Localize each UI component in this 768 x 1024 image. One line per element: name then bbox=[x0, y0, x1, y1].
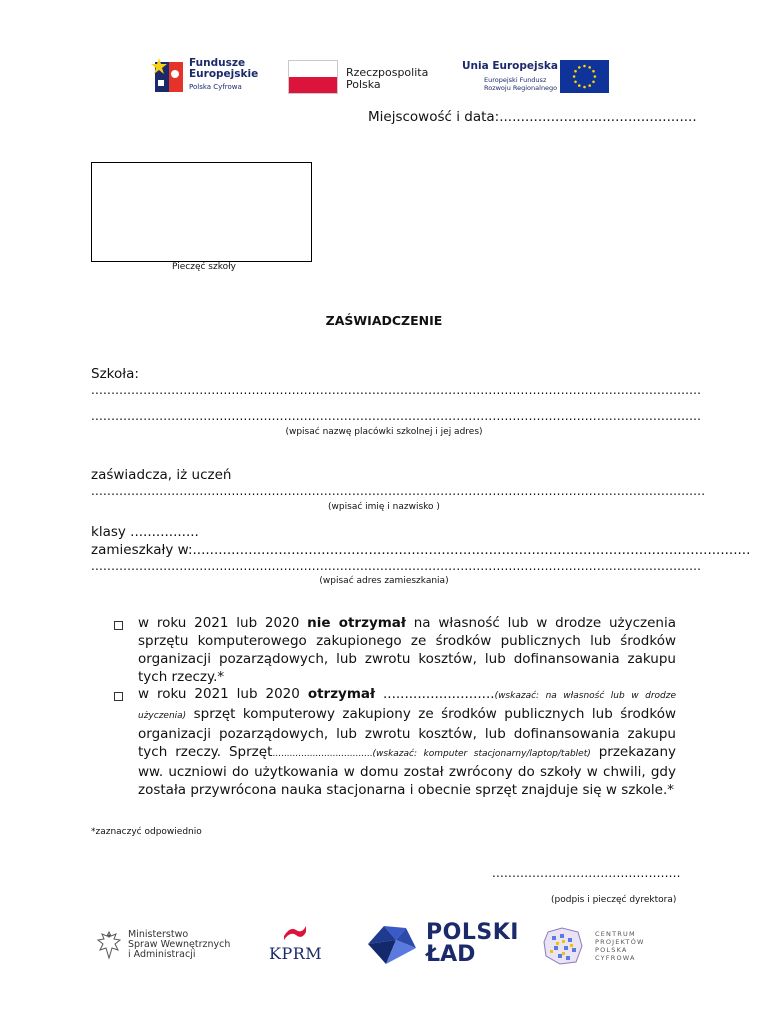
rp-text bbox=[346, 67, 428, 91]
ue-sub2: Rozwoju Regionalnego bbox=[484, 84, 558, 92]
polish-flag-icon bbox=[288, 60, 338, 94]
certifies-label: zaświadcza, iż uczeń bbox=[91, 467, 232, 483]
student-hint: (wpisać imię i nazwisko ) bbox=[328, 502, 440, 512]
cppc-line3: POLSKA bbox=[595, 946, 628, 954]
stamp-caption: Pieczęć szkoły bbox=[172, 262, 236, 272]
address-label: zamieszkały w:.................................................................................................................................. bbox=[91, 542, 751, 558]
mswia-line3: i Administracji bbox=[128, 949, 196, 960]
cppc-map-icon bbox=[542, 926, 584, 966]
polski-lad-emblem-icon bbox=[366, 922, 418, 968]
address-dots-line: ........................................................................................................................................................ bbox=[91, 559, 702, 573]
mswia-line2: Spraw Wewnętrznych bbox=[128, 939, 231, 950]
address-hint: (wpisać adres zamieszkania) bbox=[319, 576, 449, 586]
kprm-logo bbox=[266, 924, 326, 964]
cppc-text bbox=[595, 930, 645, 962]
school-label: Szkoła: bbox=[91, 366, 139, 382]
polski-lad-logo bbox=[366, 920, 519, 972]
option-received-checkbox[interactable] bbox=[114, 692, 123, 701]
signature-dots: ............................................... bbox=[492, 866, 681, 880]
school-hint: (wpisać nazwę placówki szkolnej i jej adres) bbox=[285, 427, 483, 437]
polski-text: POLSKI bbox=[426, 920, 519, 945]
ue-subtitle bbox=[484, 76, 557, 92]
eagle-emblem-icon bbox=[96, 930, 122, 960]
class-label: klasy ................ bbox=[91, 524, 199, 540]
ue-title: Unia Europejska bbox=[462, 60, 558, 72]
rzeczpospolita-logo bbox=[288, 60, 438, 96]
opt1-bold: nie otrzymał bbox=[307, 615, 406, 631]
lad-text: ŁAD bbox=[426, 942, 476, 967]
kprm-text: KPRM bbox=[269, 944, 323, 963]
eu-flag-icon bbox=[560, 60, 609, 93]
kprm-flag-icon bbox=[282, 924, 308, 940]
school-stamp-box bbox=[91, 162, 312, 262]
mswia-text bbox=[128, 930, 230, 960]
fundusze-europejskie-logo bbox=[155, 54, 275, 98]
option-not-received-checkbox[interactable] bbox=[114, 621, 123, 630]
opt1-rest: na własność lub w drodze użyczenia sprzętu komputerowego zakupionego ze środków publicznych lub środków organizacji pozarządowych, lub zwrotu kosztów, lub dofinansowania zakupu tych rzeczy.* bbox=[138, 615, 676, 685]
unia-europejska-logo bbox=[462, 58, 612, 98]
rp-line2: Polska bbox=[346, 78, 381, 91]
student-dots-line: ......................................................................................................................................................... bbox=[91, 484, 706, 498]
opt2-mid: sprzęt komputerowy zakupiony ze środków publicznych lub środków organizacji pozarządowych, lub zwrotu kosztów, lub dofinansowania zakupu tych rzeczy. Sprzęt bbox=[138, 706, 676, 760]
signature-caption: (podpis i pieczęć dyrektora) bbox=[551, 895, 677, 905]
fe-line1: Fundusze bbox=[189, 57, 246, 69]
fe-title bbox=[189, 58, 258, 80]
cppc-line2: PROJEKTÓW bbox=[595, 938, 645, 946]
cppc-line1: CENTRUM bbox=[595, 930, 636, 938]
opt2-dots1: .......................... bbox=[375, 686, 495, 702]
opt2-rest: przekazany ww. uczniowi do użytkowania w domu został zwrócony do szkoły w chwili, gdy została przywrócona nauka stacjonarna i obecnie sprzęt znajduje się w szkole.* bbox=[138, 744, 676, 798]
ue-sub1: Europejski Fundusz bbox=[484, 76, 547, 84]
opt2-pre: w roku 2021 lub 2020 bbox=[138, 686, 308, 702]
fe-line2: Europejskie bbox=[189, 68, 259, 80]
rp-line1: Rzeczpospolita bbox=[346, 66, 429, 79]
place-date-field: Miejscowość i data:.............................................. bbox=[368, 109, 697, 125]
fundusze-europejskie-emblem-icon bbox=[155, 56, 183, 94]
opt2-bold: otrzymał bbox=[307, 686, 376, 702]
document-title: ZAŚWIADCZENIE bbox=[325, 313, 443, 328]
school-dots-line-2: ........................................................................................................................................................ bbox=[91, 409, 702, 423]
footnote: *zaznaczyć odpowiednio bbox=[91, 827, 202, 837]
option-received-text bbox=[138, 685, 676, 799]
school-dots-line-1: ........................................................................................................................................................ bbox=[91, 383, 702, 397]
cppc-logo bbox=[542, 924, 672, 968]
mswia-logo bbox=[96, 928, 236, 962]
opt2-hint2: (wskazać: komputer stacjonarny/laptop/tablet) bbox=[372, 749, 591, 759]
option-not-received-text bbox=[138, 614, 676, 686]
opt2-dots2: ................................... bbox=[272, 749, 373, 759]
opt1-pre: w roku 2021 lub 2020 bbox=[138, 615, 308, 631]
mswia-line1: Ministerstwo bbox=[128, 929, 189, 940]
cppc-line4: CYFROWA bbox=[595, 954, 636, 962]
opt2-hint1: (wskazać: na własność lub w drodze użyczenia) bbox=[138, 691, 677, 721]
fe-subtitle: Polska Cyfrowa bbox=[189, 83, 242, 91]
